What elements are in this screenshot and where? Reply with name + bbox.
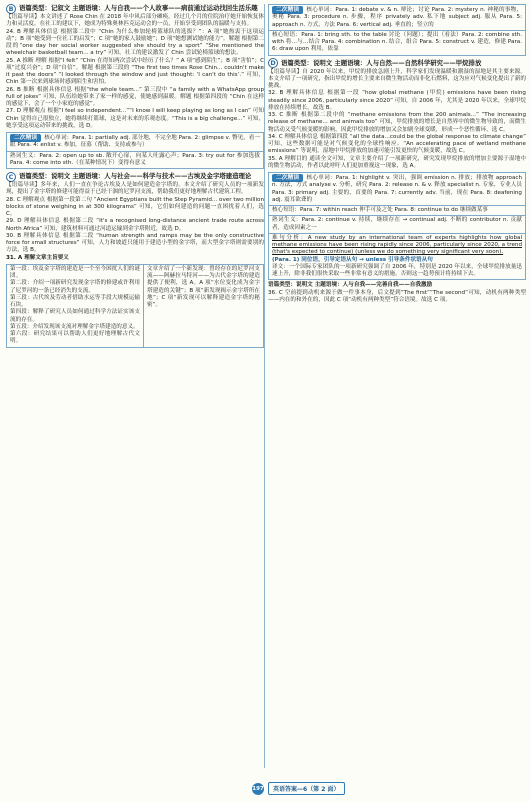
answer-32: 32. B 理解具体信息 根据第一段 “how global methane (甲烷) emissions have been rising steadily since 2006, particularly since 2020” 可知，自 2006 年，尤其是 2020 年以来，全球甲烷排放在持续增长，故选 B。 bbox=[268, 90, 526, 111]
answer-33: 33. C 推断 根据第二段中的 “methane emissions from the 200 animals...” “The increasing release of methane... and animals too” 可知，甲烷排放的增长是自然界中的微生物导致的，而微生物活动又受气候变暖的影响，因此甲烷排放的增加又会加剧全球变暖，形成一个恶性循环，选 C。 bbox=[268, 112, 526, 133]
section-b-header bbox=[6, 3, 264, 14]
answer-36: 36. C 空前提到动机来源于做一件事本身，后文提到“The first”“The second”可知，动机有两种类型——内在的和外在的，因此 C 项“动机有两种类型”符合语境。故选 C 项。 bbox=[268, 289, 526, 303]
section-c-intro: 【语篇导读】多年来，人们一直在争论古埃及人是如何建造金字塔的。本文介绍了研究人员的一项新发现，提出了金字塔的修建可能得益于已经干涸的尼罗河支流，帮助我们更好地理解古代建筑工程。 bbox=[6, 182, 264, 196]
sentence-analysis-note: (Para. 1) 同位语，引导定语从句 → unless 引导条件状语从句 bbox=[272, 256, 433, 263]
page-number-box bbox=[252, 782, 345, 795]
structure-para-4: 第四段：解释了研究人员如何通过科学方法证实该支流的存在。 bbox=[10, 309, 140, 323]
page-number-icon: 197 bbox=[252, 783, 264, 795]
section-b-badge: B bbox=[6, 4, 16, 14]
section-d-badge: D bbox=[268, 58, 278, 68]
vocab-box-c-tag: 二次精读 bbox=[272, 6, 303, 14]
answer-28: 28. C 理解观点 根据第一段第二句 “Ancient Egyptians built the Step Pyramid... over two million blocks of stone weighing in at 300 kilograms” 可知，它们如何建造的问题一直困扰着人们，选 C。 bbox=[6, 196, 264, 217]
answer-26: 26. B 推断 根据具体信息 根据“the whole team...” 第三段中 “a family with a WhatsApp group full of jokes” 可知，队伍给她带来了家一样的感觉，使她感到温暖。解题 根据第四段的 “Chin 在这样的感觉下，会了一个小家庭的感觉”。 bbox=[6, 86, 264, 107]
left-column bbox=[6, 2, 264, 770]
section-b-intro: 【语篇导读】本文讲述了 Rose Chin 在 2018 年中风后部分瘫痪，经过几个月的住院治疗她开始恢复体力和灵活度。在社工的建议下，她成为特殊奥林匹克运动会的一员，开始享受到团队的温暖与支持。 bbox=[6, 14, 264, 28]
structure-para-2: 第二段：介绍一项新研究发现金字塔的修建或许利用了尼罗河的一条已经消失的支流。 bbox=[10, 280, 140, 294]
vocab-box-d-extra: 熟词生义：Para. 2: continue v. 持续，继续存在 → continual adj. 不断的 contributor n. 贡献者，造成因素之一 bbox=[272, 217, 522, 231]
section-c-header bbox=[6, 171, 264, 182]
section-b-header-text: 语篇类型：记叙文 主题语境：人与自我——个人故事——病前通过运动找回生活乐趣 bbox=[19, 4, 258, 12]
answer-31-heading: 31. A 理解文章主旨要义 bbox=[6, 254, 69, 261]
answer-31-structure-box bbox=[6, 264, 264, 348]
answer-27: 27. D 理解观点 根据“I feel so independent...”“I know I will keep playing as long as I can” 可知 Chin 觉得自己很独立，她将继续打篮球，这是对未来的乐观态度。“This is a big challenge...” 可知，她享受这项运动带来的挑战，选 D。 bbox=[6, 108, 264, 129]
vocab-box-d-text: 核心单词：Para. 1: highlight v. 突出，强调 emission n. 排放；排放物 approach n. 方法，方式 analyse v. 分析，研究 Para. 2: release n. & v. 释放 specialist n. 专家，专业人员 Para. 3: primary adj. 主要的，首要的 Para. 7: currently adv. 当前，现在 Para. 8: deafening adj. 震耳欲聋的 bbox=[272, 175, 522, 203]
vocab-box-b-tag: 二次精读 bbox=[10, 134, 41, 142]
section-d-header-text: 语篇类型：说明文 主题语境：人与自然——自然科学研究——甲烷排放 bbox=[281, 58, 482, 67]
sentence-translation: 译文：一个国际专家团队的一项新研究强调了自 2006 年，特别是 2020 年以来，全球甲烷排放量迅速上升，除非我们很快采取一些非常有意义的措施，否则这一趋势预计将持续下去。 bbox=[272, 263, 522, 277]
vocab-box-b-text: 核心单词：Para. 1: partially adj. 部分地，不完全地 Para. 2: glimpse v. 瞥见，看一眼 Para. 4: enlist v. 参加，征募（帮助、支持或参与） bbox=[10, 135, 260, 149]
section-c-badge: C bbox=[6, 172, 16, 182]
vocab-box-c-phrases: 核心短语：Para. 1: bring sth. to the table 讨论（问题）；提出（看法）Para. 2: combine sth. with 将…与…结合 Para. 4: combination n. 结合，组合 Para. 5: construct v. 建造，修建 Para. 6: draw upon 利用，依靠 bbox=[272, 31, 522, 53]
vocab-box-b bbox=[6, 132, 264, 169]
answer-30: 30. B 理解具体信息 根据第二段 “human strength and ramps may be the only constructive force for small structures” 可知，人力和坡道只能用于建造小型的金字塔，而大型金字塔则需要别的方法，选 B。 bbox=[6, 232, 264, 254]
structure-para-1: 第一段：埃及金字塔的建造是一个至今困扰人们的谜团。 bbox=[10, 265, 140, 279]
answer-24: 24. B 理解具体信息 根据第二段中 “Chin 为什么参加轮椅篮球队的选拔？”：A 项“她热衷于这项运动”；B 项“她受到一位社工的启发”；C 项“她的家人鼓励她”；D 项“她想测试她的能力”。解题 根据第二段的“one day her social worker suggested she should try a sport” “She mentioned the wheelchair basketball team... a try” 可知，社工的建议激发了 Chin 尝试轮椅篮球的想法。 bbox=[6, 28, 264, 57]
vocab-box-c-text: 核心单词：Para. 1: debate v. & n. 辩论；讨论 Para. 2: mystery n. 神秘的事物，奥秘 Para. 3: procedure n. 步骤，程序 privately adv. 私下地 subject adj. 服从 Para. 5: approach n. 方式，方法 Para. 6: vertical adj. 垂直的；竖立的 bbox=[272, 7, 522, 28]
section-d-intro: 【语篇导读】自 2020 年以来，甲烷的排放急剧上升，科学家们发现温暖和潮湿的湿地是其主要来源。本文介绍了一项研究，指出甲烷的增长主要来自微生物活动而非化石燃料，这为应对气候变化提出了新的挑战。 bbox=[268, 68, 526, 89]
page-footer bbox=[0, 772, 530, 802]
structure-summary: 文章介绍了一个新发现：曾经存在的尼罗河支流——阿赫拉马特河——为古代金字塔的建造提供了便利，选 A。A 项“水位变化成为金字塔建造的关键”；B 项“新发现揭示金字塔所在地”；C 项“新发现可以解释建造金字塔的秘密”。 bbox=[146, 265, 260, 308]
vocab-box-b-extra: 熟词生义：Para. 2: open up to sb. 敞开心扉，向某人吐露心声；Para. 3: try out for 参加选拔 Para. 4: come into sth.（在某种情况下）变得有意义 bbox=[10, 152, 260, 166]
section-e-header: 语篇类型：说明文 主题语境：人与自我——完善自我——自我激励 bbox=[268, 282, 433, 289]
answer-35: 35. A 理解目的 通读全文可知，文章主要介绍了一项新研究，研究发现甲烷排放的增加主要源于湿地中的微生物活动，作者以此呼吁人们更加重视这一现象，选 A。 bbox=[268, 155, 526, 169]
section-c-header-text: 语篇类型：说明文 主题语境：人与社会——科学与技术——古埃及金字塔建造理论 bbox=[19, 172, 252, 180]
answer-25: 25. A 推断 理解 根据“I felt” “Chin 在得知两次尝试中经历了什么？” A 项“感到陌生”；B 项“害怕”；C 项“过度兴奋”；D 项“自信”。解题 根据第三段的 “The first two times Rose Chin... couldn't make it past the doors” “I looked through the window and just thought: ‘I can't do this’.” 可知，Chin 第一次来到球场时感到陌生和害怕。 bbox=[6, 57, 264, 86]
right-column bbox=[268, 2, 526, 770]
structure-para-5: 第五段：介绍发现该支流对理解金字塔建造的意义。 bbox=[10, 323, 139, 330]
structure-para-6: 第六段：研究结果可以帮助人们更好地理解古代文明。 bbox=[10, 331, 140, 345]
structure-para-3: 第三段：古代埃及劳动者借助水运等手段大规模运输石块。 bbox=[10, 294, 140, 308]
vocab-box-d-phrases: 核心短语：Para. 7: within reach 伸手可及之处 Para. 8: continue to do 继续做某事 bbox=[272, 207, 488, 213]
answer-29: 29. D 理解具体信息 根据第二段 “It's a recognised long-distance ancient trade route across North Africa” 可知，建筑材料可通过河道运输到金字塔附近，故选 D。 bbox=[6, 218, 264, 232]
column-divider bbox=[264, 4, 265, 768]
vocab-box-c bbox=[268, 4, 526, 56]
sentence-analysis: 难句分析：A new study by an international team of experts highlights how global methane emissions have been rising rapidly since 2006, particularly since 2020, a trend (that's expected to continue) (unless we do something very significant very soon). bbox=[272, 234, 522, 256]
section-d-header bbox=[268, 58, 526, 69]
answer-34: 34. C 理解具体信息 根据第四段 “all the data...could be the global response to climate change” 可知，这些数据可能是对气候变化的全球性响应。“An accelerating pace of wetland methane emissions” 等说明，湿地中甲烷排放的加速可能引发更快的气候变暖，故选 C。 bbox=[268, 133, 526, 155]
page-label: 英语答案—6（第 2 面） bbox=[268, 782, 345, 795]
vocab-box-d-tag: 二次精读 bbox=[272, 174, 303, 182]
vocab-box-d bbox=[268, 172, 526, 280]
